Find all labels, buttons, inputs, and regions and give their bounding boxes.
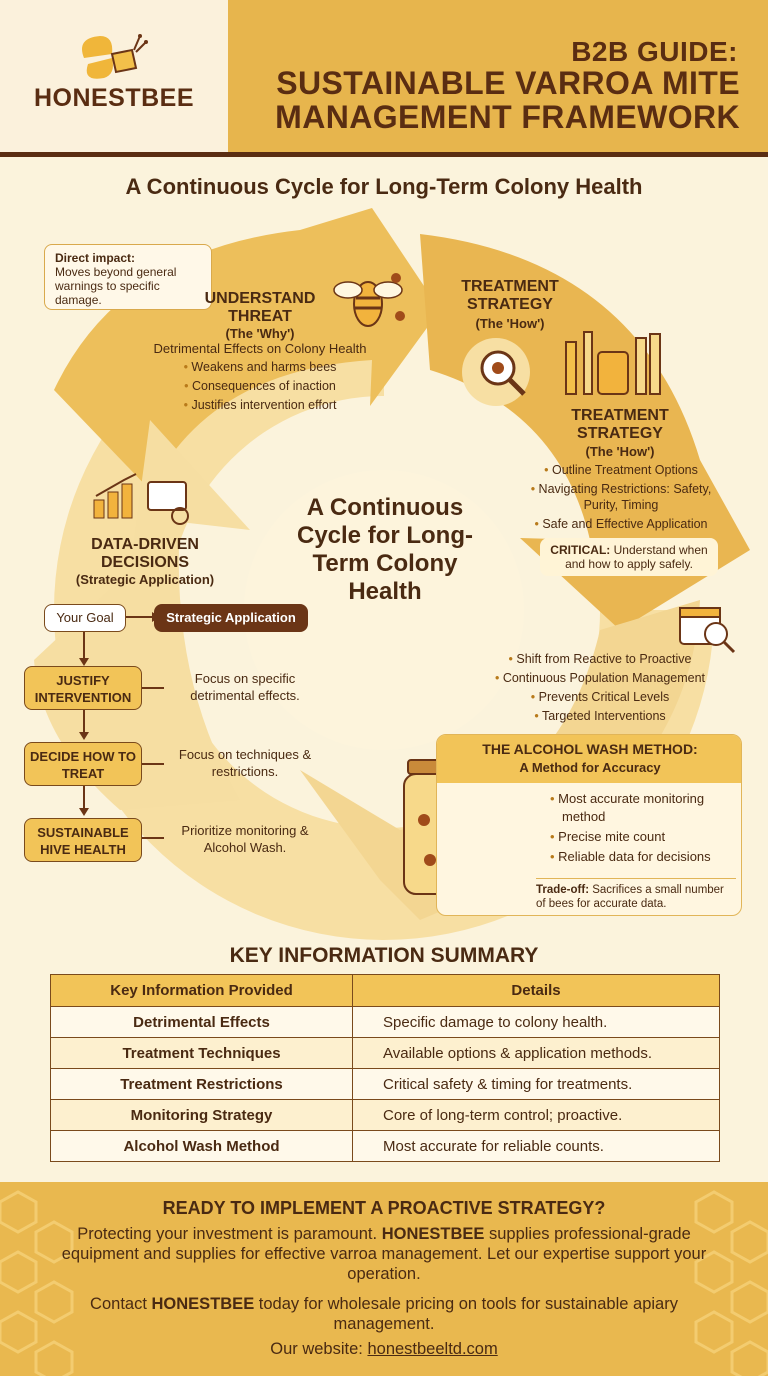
flow-note-justify: Focus on specific detrimental effects. [190, 671, 300, 703]
bee-logo-icon [74, 28, 154, 88]
monitoring-bullet: • Shift from Reactive to Proactive [480, 650, 720, 669]
table-header-details: Details [353, 975, 720, 1007]
table-row [51, 1100, 720, 1131]
direct-impact-text: Moves beyond general warnings to specific damage. [55, 265, 177, 307]
understand-subhead: Detrimental Effects on Colony Health [153, 341, 367, 356]
table-cell-detail: Specific damage to colony health. [353, 1007, 720, 1038]
alcohol-wash-subtitle: A Method for Accuracy [519, 760, 661, 775]
alcohol-wash-header [437, 735, 742, 783]
table-row [51, 1038, 720, 1069]
table-cell-detail: Critical safety & timing for treatments. [353, 1069, 720, 1100]
data-driven-title: DATA-DRIVEN DECISIONS [91, 536, 199, 571]
cta-p2-start: Contact [90, 1295, 147, 1313]
understand-bullet: • Weakens and harms bees [140, 358, 380, 377]
monitoring-bullet: • Targeted Interventions [480, 707, 720, 726]
monitoring-bullet: • Prevents Critical Levels [480, 688, 720, 707]
table-cell-key: Detrimental Effects [51, 1007, 353, 1038]
website-link[interactable]: honestbeeltd.com [367, 1340, 498, 1358]
brand-name: HONESTBEE [33, 84, 195, 112]
treatment-bullet: • Outline Treatment Options [526, 462, 716, 478]
table-header-key: Key Information Provided [51, 975, 353, 1007]
flow-note-decide: Focus on techniques & restrictions. [178, 747, 312, 779]
cta-p1-start: Protecting your investment is paramount. [77, 1225, 378, 1243]
understand-sub: (The 'Why') [225, 326, 295, 341]
alcohol-wash-bullet: • Most accurate monitoring method [550, 790, 740, 826]
your-goal-pill: Your Goal [44, 604, 126, 632]
table-row [51, 1131, 720, 1162]
understand-bullet: • Justifies intervention effort [140, 396, 380, 415]
monitoring-bullet: • Continuous Population Management [480, 669, 720, 688]
treatment-top-title: TREATMENT STRATEGY [461, 278, 559, 313]
monitoring-bullets [480, 650, 720, 726]
cta-paragraph-2 [60, 1294, 708, 1334]
table-cell-key: Alcohol Wash Method [51, 1131, 353, 1162]
cta-footer [0, 1182, 768, 1376]
table-cell-detail: Most accurate for reliable counts. [353, 1131, 720, 1162]
table-cell-detail: Core of long-term control; proactive. [353, 1100, 720, 1131]
cta-p1-brand: HONESTBEE [381, 1225, 485, 1243]
treatment-sub: (The 'How') [585, 444, 655, 459]
direct-impact-note [44, 244, 212, 310]
treatment-bullet: • Navigating Restrictions: Safety, Purity, Timing [526, 481, 716, 513]
tradeoff-text: Sacrifices a small number of bees for accurate data. [536, 884, 724, 910]
magnifier-mite-icon [462, 338, 530, 406]
cta-p2-brand: HONESTBEE [151, 1295, 255, 1313]
treatment-bullet: • Safe and Effective Application [526, 516, 716, 532]
guide-kicker: B2B GUIDE: [571, 36, 738, 67]
understand-bullet: • Consequences of inaction [140, 377, 380, 396]
cta-p1-end: supplies professional-grade equipment and supplies for effective varroa management. Let our expertise support your operation. [61, 1225, 707, 1283]
table-cell-key: Monitoring Strategy [51, 1100, 353, 1131]
critical-text: Understand when and how to apply safely. [565, 543, 708, 571]
table-cell-detail: Available options & application methods. [353, 1038, 720, 1069]
flow-step-decide: DECIDE HOW TO TREAT [24, 742, 142, 786]
logo-panel [0, 0, 228, 152]
treatment-title: TREATMENT STRATEGY [571, 407, 669, 442]
direct-impact-label: Direct impact: [55, 251, 136, 265]
tradeoff-label: Trade-off: [536, 884, 590, 896]
table-row [51, 1007, 720, 1038]
critical-label: CRITICAL: [550, 543, 611, 557]
summary-table [50, 974, 720, 1162]
understand-bullets [140, 358, 380, 415]
flow-step-justify: JUSTIFY INTERVENTION [24, 666, 142, 710]
header [0, 0, 768, 152]
table-row [51, 1069, 720, 1100]
alcohol-wash-bullet: • Precise mite count [550, 828, 740, 846]
cta-title: READY TO IMPLEMENT A PROACTIVE STRATEGY? [162, 1198, 606, 1218]
table-cell-key: Treatment Techniques [51, 1038, 353, 1069]
cycle-heading: A Continuous Cycle for Long-Term Colony Health [125, 174, 643, 199]
summary-title: KEY INFORMATION SUMMARY [229, 944, 539, 967]
data-driven-sub: (Strategic Application) [75, 572, 215, 587]
flow-step-sustainable: SUSTAINABLE HIVE HEALTH [24, 818, 142, 862]
flow-note-sustainable: Prioritize monitoring & Alcohol Wash. [181, 823, 309, 855]
website-label: Our website: [270, 1340, 363, 1358]
strategic-application-pill: Strategic Application [154, 604, 308, 632]
cta-paragraph-1 [60, 1224, 708, 1284]
critical-note [540, 538, 718, 576]
table-cell-key: Treatment Restrictions [51, 1069, 353, 1100]
cycle-center-title: A Continuous Cycle for Long-Term Colony Health [296, 494, 473, 605]
website-line [0, 1340, 768, 1359]
title-panel [228, 0, 768, 152]
page-title: SUSTAINABLE VARROA MITE MANAGEMENT FRAMEWORK [275, 65, 740, 135]
tradeoff-note [536, 878, 736, 911]
header-divider [0, 152, 768, 157]
alcohol-wash-bullets [550, 790, 740, 866]
treatment-top-sub: (The 'How') [475, 316, 545, 331]
understand-title: UNDERSTAND THREAT [204, 290, 316, 325]
treatment-bullets [526, 462, 716, 532]
alcohol-wash-title: THE ALCOHOL WASH METHOD: [482, 741, 698, 757]
table-header-row [51, 975, 720, 1007]
cta-p2-end: today for wholesale pricing on tools for sustainable apiary management. [258, 1295, 678, 1333]
alcohol-wash-bullet: • Reliable data for decisions [550, 848, 740, 866]
